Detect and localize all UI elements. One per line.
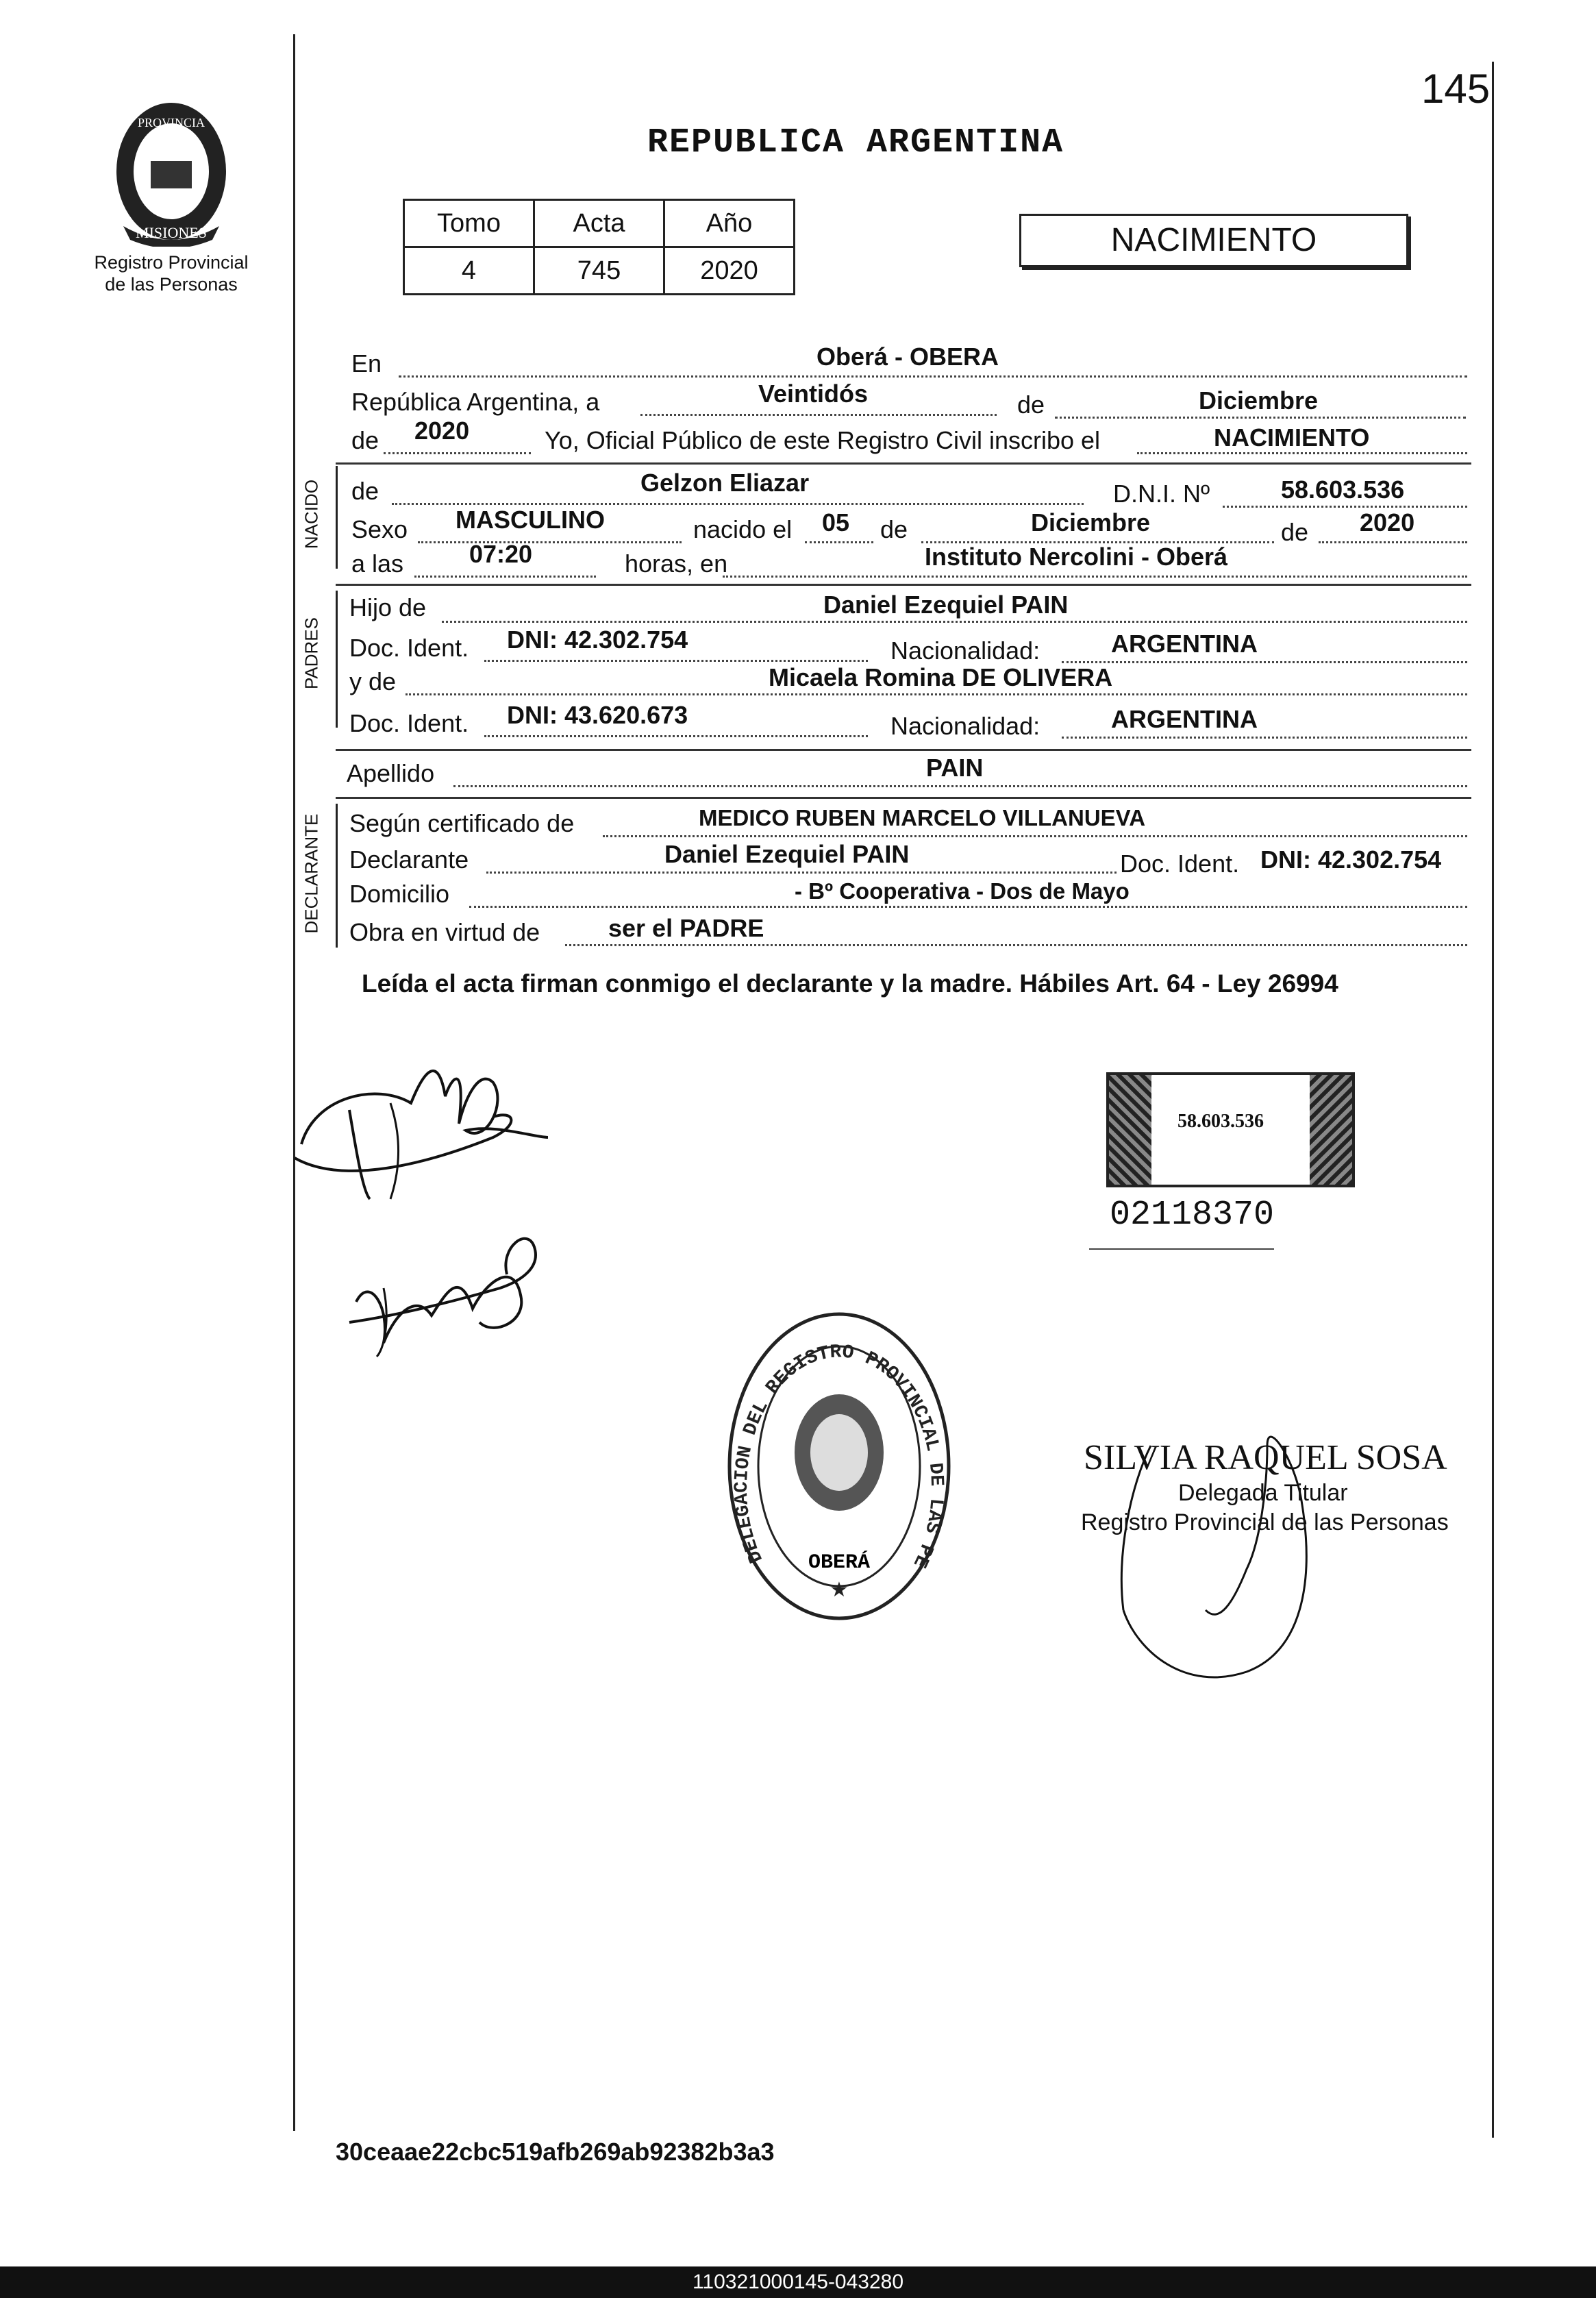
de2-label: de — [351, 426, 379, 454]
doc-type-label: NACIMIENTO — [1110, 222, 1317, 258]
nacido-bracket — [336, 466, 338, 569]
horas-label: horas, en — [625, 549, 728, 578]
official-signature — [1096, 1405, 1370, 1692]
closing-text: Leída el acta firman conmigo el declarante y la madre. Hábiles Art. 64 - Ley 26994 — [362, 969, 1338, 998]
section-label-nacido: NACIDO — [301, 479, 322, 549]
doc-type-box — [1019, 214, 1408, 267]
en-value: Oberá - OBERA — [816, 343, 999, 371]
cert-value: MEDICO RUBEN MARCELO VILLANUEVA — [699, 805, 1146, 830]
row-en — [349, 343, 1469, 381]
madre-nac-value: ARGENTINA — [1111, 705, 1258, 733]
official-office: Registro Provincial de las Personas — [1081, 1509, 1449, 1535]
row-declarante — [349, 840, 1469, 881]
stamp-number: 02118370 — [1110, 1196, 1275, 1235]
sexo-label: Sexo — [351, 515, 408, 543]
en-label: En — [351, 349, 382, 378]
domicilio-value: - Bº Cooperativa - Dos de Mayo — [795, 878, 1130, 904]
separator-3 — [336, 749, 1471, 751]
apellido-label: Apellido — [347, 759, 435, 787]
obra-label: Obra en virtud de — [349, 918, 540, 946]
footer-code: 110321000145-043280 — [692, 2271, 904, 2293]
separator-1 — [336, 462, 1471, 465]
anio-value: 2020 — [414, 417, 470, 445]
table-value-acta: 745 — [534, 247, 664, 295]
svg-text:MISIONES: MISIONES — [136, 224, 207, 241]
footer-bar — [0, 2266, 1596, 2298]
madre-value: Micaela Romina DE OLIVERA — [769, 663, 1113, 691]
nacido-label: nacido el — [693, 515, 793, 543]
official-name: SILVIA RAQUEL SOSA — [1084, 1438, 1447, 1477]
madre-doc-value: DNI: 43.620.673 — [507, 701, 688, 729]
row-hijo — [349, 591, 1469, 629]
official-role: Delegada Titular — [1178, 1480, 1348, 1506]
cert-label: Según certificado de — [349, 809, 575, 837]
nacido-anio: 2020 — [1360, 508, 1415, 536]
hora-value: 07:20 — [469, 540, 533, 568]
document-hash: 30ceaae22cbc519afb269ab92382b3a3 — [336, 2138, 775, 2166]
nombre-value: Gelzon Eliazar — [640, 469, 810, 497]
declarante-label: Declarante — [349, 845, 469, 874]
row-madre — [349, 663, 1469, 704]
table-header-anio: Año — [664, 200, 795, 247]
dni-label: D.N.I. Nº — [1113, 480, 1210, 508]
row-domicilio — [349, 880, 1469, 918]
table-header-acta: Acta — [534, 200, 664, 247]
row-inscribo — [349, 417, 1469, 459]
inscribo-value: NACIMIENTO — [1214, 423, 1370, 452]
padre-doc-value: DNI: 42.302.754 — [507, 626, 688, 654]
dni-value: 58.603.536 — [1281, 475, 1405, 504]
page-title: REPUBLICA ARGENTINA — [647, 123, 1064, 162]
declarante-signature — [288, 1041, 562, 1220]
nacido-de-label: de — [880, 515, 908, 543]
dia-value: Veintidós — [758, 380, 869, 408]
domicilio-label: Domicilio — [349, 880, 450, 908]
lugar-value: Instituto Nercolini - Oberá — [925, 543, 1228, 571]
row-apellido — [349, 754, 1469, 792]
registry-seal — [726, 1309, 952, 1624]
svg-text:★: ★ — [830, 1579, 849, 1601]
row-hora — [349, 540, 1469, 581]
apellido-value: PAIN — [926, 754, 984, 782]
row-certificado — [349, 805, 1469, 843]
declarante-doc-label: Doc. Ident. — [1120, 850, 1240, 878]
table-header-tomo: Tomo — [404, 200, 534, 247]
mes-value: Diciembre — [1199, 386, 1319, 415]
seal-text: DELEGACION DEL REGISTRO PROVINCIAL DE LAS PE — [731, 1342, 947, 1571]
hora-label: a las — [351, 549, 404, 578]
hijo-label: Hijo de — [349, 593, 427, 621]
province-logo — [103, 96, 240, 247]
registry-table — [403, 199, 795, 295]
stamp-dni: 58.603.536 — [1177, 1111, 1264, 1132]
separator-2 — [336, 584, 1471, 586]
sexo-value: MASCULINO — [456, 506, 605, 534]
republica-label: República Argentina, a — [351, 388, 600, 416]
madre-nac-label: Nacionalidad: — [890, 712, 1040, 740]
separator-4 — [336, 797, 1471, 799]
madre-signature — [342, 1206, 548, 1370]
inscribo-label: Yo, Oficial Público de este Registro Civil inscribo el — [545, 426, 1101, 454]
declarante-bracket — [336, 804, 338, 948]
padre-nac-label: Nacionalidad: — [890, 637, 1040, 665]
nacido-mes: Diciembre — [1031, 508, 1151, 536]
section-label-declarante: DECLARANTE — [301, 813, 322, 934]
yde-label: y de — [349, 667, 397, 695]
nacido-dia: 05 — [822, 508, 850, 536]
declarante-doc-value: DNI: 42.302.754 — [1260, 845, 1442, 874]
de-label: de — [1017, 391, 1045, 419]
right-margin-line — [1492, 62, 1494, 2138]
row-padre-doc — [349, 628, 1469, 667]
row-obra — [349, 914, 1469, 952]
seal-city: OBERÁ — [808, 1551, 871, 1574]
table-value-tomo: 4 — [404, 247, 534, 295]
row-madre-doc — [349, 701, 1469, 742]
nacido-de2-label: de — [1281, 518, 1309, 546]
id-stamp — [1106, 1072, 1355, 1187]
padres-bracket — [336, 591, 338, 728]
padre-nac-value: ARGENTINA — [1111, 630, 1258, 658]
table-value-anio: 2020 — [664, 247, 795, 295]
nombre-label: de — [351, 477, 379, 505]
stamp-underline — [1089, 1248, 1274, 1250]
declarante-value: Daniel Ezequiel PAIN — [664, 840, 910, 868]
section-label-padres: PADRES — [301, 617, 322, 689]
page-number: 145 — [1421, 66, 1491, 112]
logo-caption-2: de las Personas — [105, 274, 238, 295]
row-republica — [349, 380, 1469, 422]
padre-doc-label: Doc. Ident. — [349, 634, 469, 662]
padre-value: Daniel Ezequiel PAIN — [823, 591, 1069, 619]
svg-text:PROVINCIA: PROVINCIA — [137, 116, 205, 129]
logo-caption-1: Registro Provincial — [94, 252, 249, 273]
madre-doc-label: Doc. Ident. — [349, 709, 469, 737]
obra-value: ser el PADRE — [608, 914, 764, 942]
